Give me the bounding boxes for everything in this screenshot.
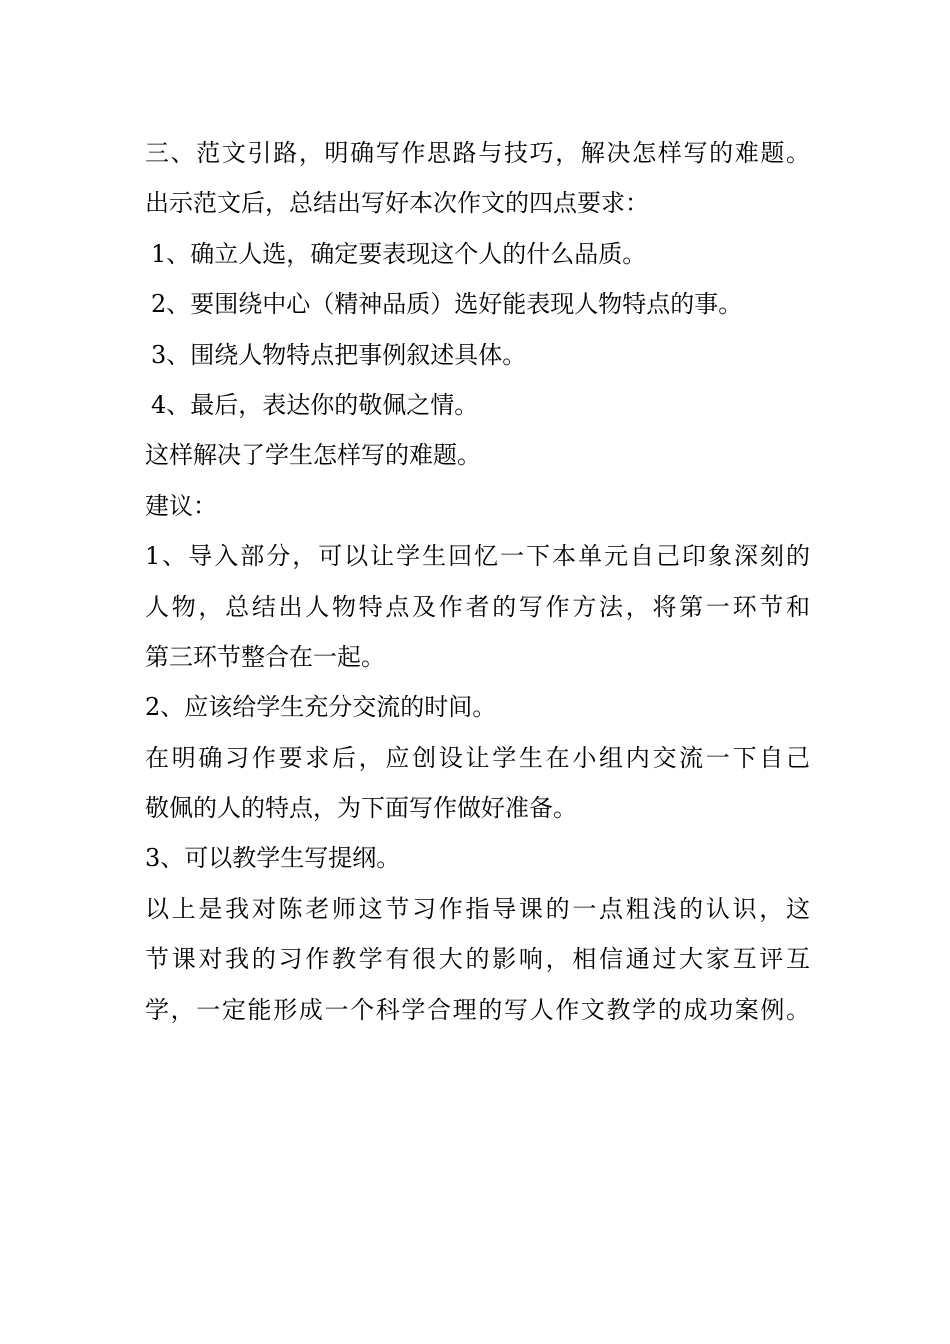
- text-line: 2、要围绕中心（精神品质）选好能表现人物特点的事。: [151, 290, 743, 319]
- text-line: 建议：: [145, 491, 217, 520]
- text-line: 3、围绕人物特点把事例叙述具体。: [151, 340, 527, 369]
- text-line: 在明确习作要求后，应创设让学生在小组内交流一下自己: [145, 743, 810, 772]
- text-line: 三、范文引路，明确写作思路与技巧，解决怎样写的难题。: [145, 139, 810, 167]
- text-line: 第三环节整合在一起。: [145, 642, 385, 671]
- text-line: 1、导入部分，可以让学生回忆一下本单元自己印象深刻的: [145, 542, 810, 571]
- text-line: 以上是我对陈老师这节习作指导课的一点粗浅的认识，这: [145, 894, 810, 923]
- text-line: 1、确立人选，确定要表现这个人的什么品质。: [151, 239, 647, 268]
- text-line: 节课对我的习作教学有很大的影响，相信通过大家互评互: [145, 945, 810, 974]
- document-body: [145, 128, 810, 1035]
- text-line: 敬佩的人的特点，为下面写作做好准备。: [145, 794, 577, 823]
- text-line: 出示范文后，总结出写好本次作文的四点要求：: [145, 189, 649, 218]
- text-line: 2、应该给学生充分交流的时间。: [145, 693, 497, 722]
- text-line: 3、可以教学生写提纲。: [145, 844, 401, 873]
- text-line: 学，一定能形成一个科学合理的写人作文教学的成功案例。: [145, 995, 810, 1024]
- text-line: 人物，总结出人物特点及作者的写作方法，将第一环节和: [145, 592, 810, 621]
- text-line: 这样解决了学生怎样写的难题。: [145, 441, 481, 470]
- text-line: 4、最后，表达你的敬佩之情。: [151, 390, 479, 419]
